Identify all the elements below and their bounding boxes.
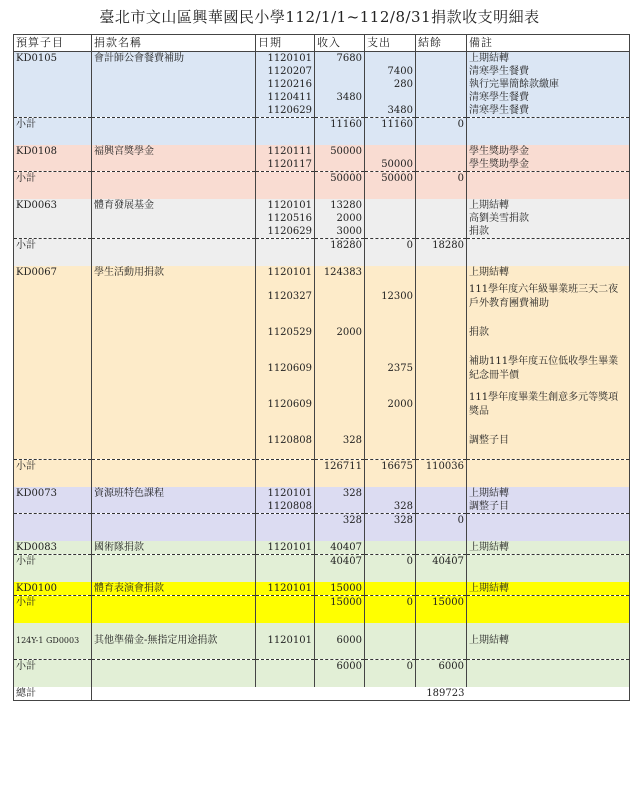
- note-cell: 上期結轉: [467, 541, 630, 555]
- subtotal-balance: 6000: [416, 660, 467, 674]
- budget-code: KD0108: [14, 145, 92, 158]
- date-cell: 1120808: [256, 500, 315, 514]
- note-cell: 上期結轉: [467, 199, 630, 212]
- expense-cell: [365, 225, 416, 239]
- date-cell: 1120516: [256, 212, 315, 225]
- note-cell: 上期結轉: [467, 266, 630, 279]
- date-cell: 1120411: [256, 91, 315, 104]
- note-cell: 學生獎助學金: [467, 158, 630, 172]
- income-cell: 124383: [315, 266, 365, 279]
- date-cell: 1120529: [256, 315, 315, 351]
- subtotal-row: [14, 239, 630, 253]
- note-cell: 111學年度畢業生創意多元等獎項獎品: [467, 387, 630, 423]
- income-cell: 6000: [315, 623, 365, 660]
- subtotal-expense: 0: [365, 239, 416, 253]
- table-row: [14, 104, 630, 118]
- expense-cell: 12300: [365, 279, 416, 315]
- expense-cell: [365, 52, 416, 66]
- income-cell: 2000: [315, 315, 365, 351]
- subtotal-balance: 0: [416, 172, 467, 186]
- subtotal-income: 126711: [315, 460, 365, 474]
- note-cell: 上期結轉: [467, 582, 630, 596]
- note-cell: 清寒學生餐費: [467, 104, 630, 118]
- table-row: [14, 487, 630, 500]
- note-cell: 上期結轉: [467, 52, 630, 66]
- income-cell: [315, 279, 365, 315]
- donation-name: 國術隊捐款: [92, 541, 256, 555]
- budget-code: KD0073: [14, 487, 92, 500]
- expense-cell: [365, 623, 416, 660]
- expense-cell: 7400: [365, 65, 416, 78]
- balance-cell: [416, 52, 467, 66]
- subtotal-label: 小計: [14, 555, 92, 569]
- date-cell: 1120117: [256, 158, 315, 172]
- ledger-table: [13, 34, 630, 701]
- note-cell: 捐款: [467, 225, 630, 239]
- subtotal-income: 40407: [315, 555, 365, 569]
- subtotal-label: 小計: [14, 172, 92, 186]
- table-row: [14, 212, 630, 225]
- date-cell: 1120101: [256, 541, 315, 555]
- spacer-row: [14, 673, 630, 687]
- table-row: [14, 541, 630, 555]
- subtotal-label: 小計: [14, 460, 92, 474]
- subtotal-income: 50000: [315, 172, 365, 186]
- expense-cell: [365, 266, 416, 279]
- table-row: [14, 315, 630, 351]
- subtotal-balance: 40407: [416, 555, 467, 569]
- expense-cell: [365, 212, 416, 225]
- table-row: [14, 225, 630, 239]
- table-row: [14, 266, 630, 279]
- subtotal-row: [14, 660, 630, 674]
- note-cell: 調整子目: [467, 423, 630, 460]
- subtotal-income: 328: [315, 514, 365, 528]
- subtotal-balance: 18280: [416, 239, 467, 253]
- note-cell: 清寒學生餐費: [467, 65, 630, 78]
- date-cell: 1120101: [256, 266, 315, 279]
- income-cell: 7680: [315, 52, 365, 66]
- date-cell: 1120101: [256, 582, 315, 596]
- budget-code: KD0067: [14, 266, 92, 279]
- header-balance: 結餘: [416, 35, 467, 52]
- total-balance: 189723: [416, 687, 467, 701]
- spacer-row: [14, 527, 630, 541]
- subtotal-balance: 0: [416, 514, 467, 528]
- note-cell: 學生獎助學金: [467, 145, 630, 158]
- total-label: 總計: [14, 687, 92, 701]
- expense-cell: 280: [365, 78, 416, 91]
- table-row: [14, 279, 630, 315]
- expense-cell: 328: [365, 500, 416, 514]
- budget-code: KD0100: [14, 582, 92, 596]
- budget-code: 124Y-1 GD0003: [14, 623, 92, 660]
- note-cell: 捐款: [467, 315, 630, 351]
- note-cell: 執行完畢簡餘款繳庫: [467, 78, 630, 91]
- date-cell: 1120101: [256, 487, 315, 500]
- expense-cell: 2375: [365, 351, 416, 387]
- subtotal-expense: 0: [365, 555, 416, 569]
- header-budget-item: 預算子目: [14, 35, 92, 52]
- income-cell: 3000: [315, 225, 365, 239]
- income-cell: 13280: [315, 199, 365, 212]
- table-row: [14, 65, 630, 78]
- income-cell: 15000: [315, 582, 365, 596]
- note-cell: 上期結轉: [467, 487, 630, 500]
- subtotal-expense: 50000: [365, 172, 416, 186]
- subtotal-row: [14, 596, 630, 610]
- table-row: [14, 78, 630, 91]
- income-cell: 50000: [315, 145, 365, 158]
- expense-cell: [365, 541, 416, 555]
- date-cell: 1120101: [256, 623, 315, 660]
- donation-name: 學生活動用捐款: [92, 266, 256, 279]
- subtotal-income: 6000: [315, 660, 365, 674]
- income-cell: [315, 387, 365, 423]
- expense-cell: [365, 199, 416, 212]
- table-row: [14, 145, 630, 158]
- budget-code: KD0083: [14, 541, 92, 555]
- subtotal-income: 11160: [315, 118, 365, 132]
- date-cell: 1120207: [256, 65, 315, 78]
- subtotal-expense: 16675: [365, 460, 416, 474]
- date-cell: 1120101: [256, 52, 315, 66]
- table-row: [14, 500, 630, 514]
- subtotal-expense: 328: [365, 514, 416, 528]
- donation-name: 福興宮獎學金: [92, 145, 256, 158]
- spacer-row: [14, 131, 630, 145]
- income-cell: 2000: [315, 212, 365, 225]
- subtotal-balance: 110036: [416, 460, 467, 474]
- income-cell: [315, 65, 365, 78]
- expense-cell: [365, 582, 416, 596]
- expense-cell: 3480: [365, 104, 416, 118]
- header-date: 日期: [256, 35, 315, 52]
- date-cell: 1120808: [256, 423, 315, 460]
- date-cell: 1120327: [256, 279, 315, 315]
- subtotal-expense: 0: [365, 660, 416, 674]
- table-row: [14, 158, 630, 172]
- subtotal-balance: 15000: [416, 596, 467, 610]
- subtotal-label: 小計: [14, 596, 92, 610]
- subtotal-label: 小計: [14, 239, 92, 253]
- expense-cell: 50000: [365, 158, 416, 172]
- note-cell: 調整子目: [467, 500, 630, 514]
- income-cell: [315, 500, 365, 514]
- expense-cell: 2000: [365, 387, 416, 423]
- subtotal-row: [14, 514, 630, 528]
- donation-name: 會計師公會餐費補助: [92, 52, 256, 66]
- subtotal-label: 小計: [14, 660, 92, 674]
- income-cell: [315, 158, 365, 172]
- subtotal-income: 18280: [315, 239, 365, 253]
- table-row: [14, 199, 630, 212]
- table-row: [14, 91, 630, 104]
- date-cell: 1120609: [256, 351, 315, 387]
- income-cell: 40407: [315, 541, 365, 555]
- subtotal-expense: 0: [365, 596, 416, 610]
- date-cell: 1120101: [256, 199, 315, 212]
- income-cell: [315, 351, 365, 387]
- income-cell: 328: [315, 423, 365, 460]
- subtotal-label: 小計: [14, 118, 92, 132]
- table-row: [14, 387, 630, 423]
- expense-cell: [365, 91, 416, 104]
- expense-cell: [365, 423, 416, 460]
- table-row: [14, 351, 630, 387]
- subtotal-expense: 11160: [365, 118, 416, 132]
- total-row: [14, 687, 630, 701]
- header-remarks: 備註: [467, 35, 630, 52]
- spacer-row: [14, 473, 630, 487]
- donation-name: 資源班特色課程: [92, 487, 256, 500]
- date-cell: 1120629: [256, 225, 315, 239]
- budget-code: KD0063: [14, 199, 92, 212]
- income-cell: 3480: [315, 91, 365, 104]
- note-cell: 上期結轉: [467, 623, 630, 660]
- table-row: [14, 582, 630, 596]
- header-expense: 支出: [365, 35, 416, 52]
- header-income: 收入: [315, 35, 365, 52]
- subtotal-row: [14, 118, 630, 132]
- header-donation-name: 捐款名稱: [92, 35, 256, 52]
- table-row: [14, 52, 630, 66]
- donation-name: 其他準備金-無指定用途捐款: [92, 623, 256, 660]
- table-row: [14, 423, 630, 460]
- note-cell: 清寒學生餐費: [467, 91, 630, 104]
- spacer-row: [14, 568, 630, 582]
- table-header: [14, 35, 630, 52]
- donation-name: 體育發展基金: [92, 199, 256, 212]
- income-cell: 328: [315, 487, 365, 500]
- note-cell: 補助111學年度五位低收學生畢業紀念冊半價: [467, 351, 630, 387]
- income-cell: [315, 104, 365, 118]
- subtotal-income: 15000: [315, 596, 365, 610]
- subtotal-balance: 0: [416, 118, 467, 132]
- subtotal-row: [14, 172, 630, 186]
- page-title: 臺北市文山區興華國民小學112/1/1~112/8/31捐款收支明細表: [99, 8, 540, 26]
- subtotal-row: [14, 460, 630, 474]
- expense-cell: [365, 315, 416, 351]
- subtotal-row: [14, 555, 630, 569]
- spacer-row: [14, 609, 630, 623]
- date-cell: 1120111: [256, 145, 315, 158]
- expense-cell: [365, 145, 416, 158]
- spacer-row: [14, 252, 630, 266]
- note-cell: 111學年度六年級畢業班三天二夜戶外教育團費補助: [467, 279, 630, 315]
- spacer-row: [14, 185, 630, 199]
- donation-name: 體育表演會捐款: [92, 582, 256, 596]
- budget-code: KD0105: [14, 52, 92, 66]
- note-cell: 高劉美雪捐款: [467, 212, 630, 225]
- expense-cell: [365, 487, 416, 500]
- date-cell: 1120609: [256, 387, 315, 423]
- table-row: [14, 623, 630, 660]
- date-cell: 1120216: [256, 78, 315, 91]
- income-cell: [315, 78, 365, 91]
- date-cell: 1120629: [256, 104, 315, 118]
